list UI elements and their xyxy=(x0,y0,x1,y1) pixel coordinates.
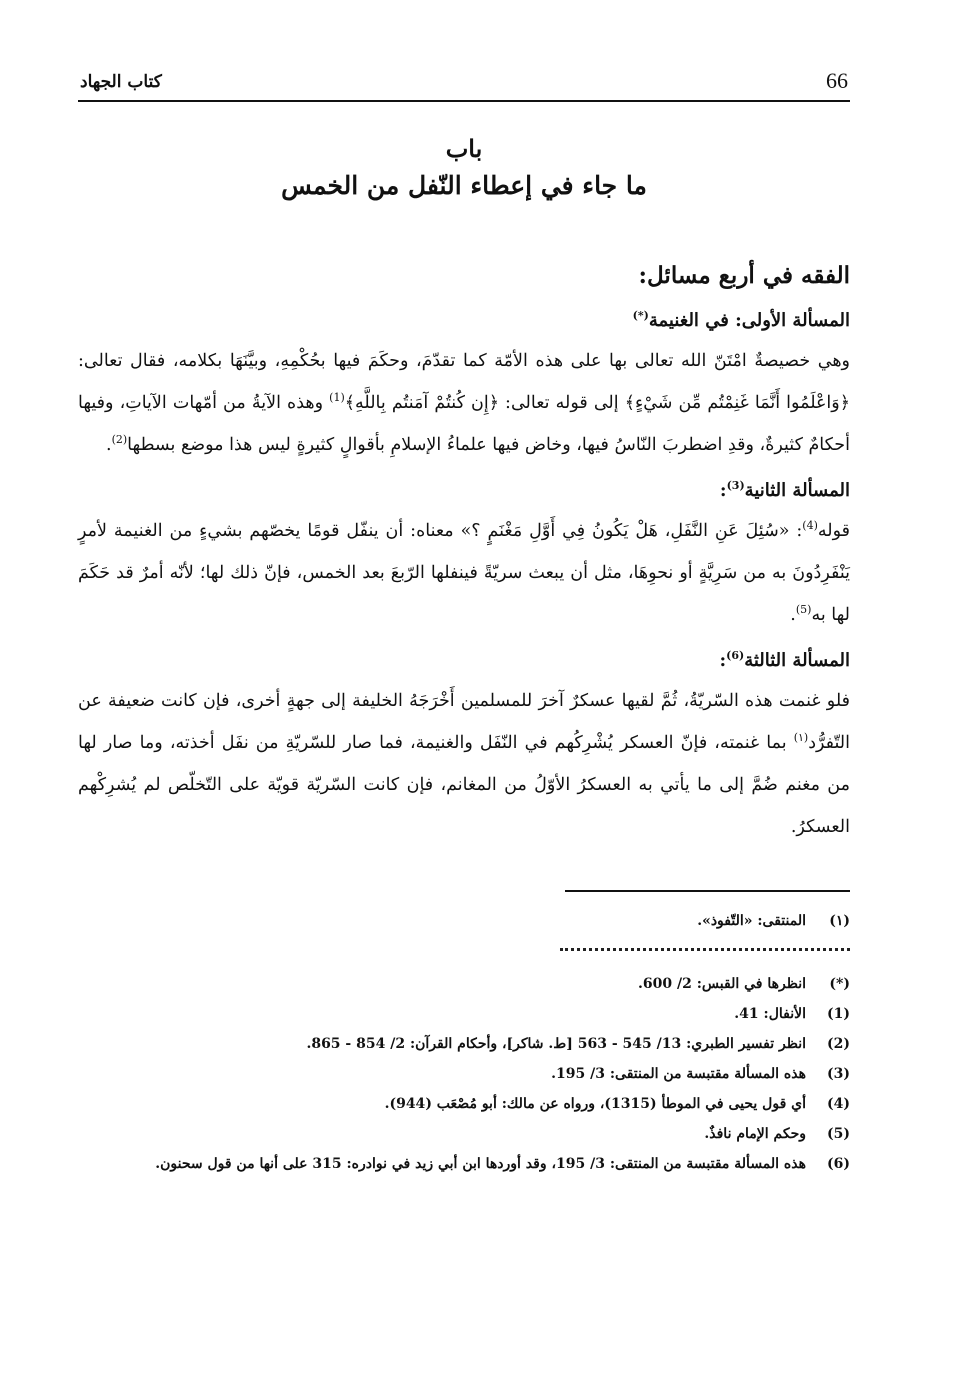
footnote-text: الأنفال: 41. xyxy=(734,1006,806,1022)
footnote-text: وحكم الإمام نافذٌ. xyxy=(704,1126,806,1142)
footnotes-list xyxy=(78,969,850,1179)
footnote-text: هذه المسألة مقتبسة من المنتقى: 3/ 195. xyxy=(551,1066,806,1082)
footnote-item xyxy=(78,1029,850,1059)
issue-3-heading xyxy=(78,642,850,680)
running-header xyxy=(78,66,850,102)
issue-2-paragraph xyxy=(78,510,850,636)
footnote-number: (3) xyxy=(827,1066,850,1082)
issue-3-footnote-marker: (6) xyxy=(726,649,745,662)
footnote-number: (١) xyxy=(829,913,850,929)
footnote-number: (*) xyxy=(829,976,850,992)
page-number: 66 xyxy=(826,68,848,93)
footnote-ref-4: (4) xyxy=(802,519,818,533)
footnote-text: المنتقى: «التّفوذ». xyxy=(697,913,806,929)
editor-footnote-ref-1: (١) xyxy=(793,731,809,745)
book-title: كتاب الجهاد xyxy=(80,72,162,92)
issue-1-text-2: وهذه الآيةُ من أمّهات الآياتِ، وفيها أحكامٌ كثيرةٌ، وقدِ اضطربَ النّاسُ فيها، وخاض فيها علماءُ الإسلامِ بأقوالٍ كثيرةٍ ليس هذا موضع بسطها xyxy=(78,393,850,455)
issue-2-text-1: قوله xyxy=(817,521,850,541)
issue-2-heading-text: المسألة الثانية xyxy=(744,480,850,501)
footnote-ref-1: (1) xyxy=(329,391,345,405)
footnote-text: انظر تفسير الطبري: 13/ 545 - 563 [ط. شاكر]، وأحكام القرآن: 2/ 854 - 865. xyxy=(306,1036,806,1052)
issue-2-text-2: : «سُئِلَ عَنِ النَّفَلِ، هَلْ يَكُونُ فِي أَوَّلِ مَغْنَمٍ ؟» معناه: أن ينفّل قومًا يخصّهم بشيءٍ من الغنيمة لأمرٍ يَنْفَرِدُونَ به من سَرِيَّةٍ أو نحوِهَا، مثل أن يبعث سريّةً فينفلها الرّبعَ بعد الخمس، فإنّ ذلك لها؛ لأنّه أمرٌ قد حَكَمَ لها به xyxy=(78,521,850,625)
issue-1-text-3: . xyxy=(106,435,112,455)
footnotes-section xyxy=(78,890,850,1179)
footnote-item xyxy=(78,1149,850,1179)
footnote-ref-2: (2) xyxy=(111,433,128,447)
footnote-number: (5) xyxy=(827,1126,850,1142)
issue-2-footnote-marker: (3) xyxy=(726,479,745,492)
issue-1-heading-text: المسألة الأولى: في الغنيمة xyxy=(648,310,850,331)
book-page xyxy=(78,66,850,1378)
issue-2-heading-colon: : xyxy=(719,480,727,501)
footnote-dotted-separator xyxy=(560,948,850,951)
issue-1-footnote-marker: (*) xyxy=(632,309,649,322)
footnote-number: (2) xyxy=(827,1036,850,1052)
footnote-number: (4) xyxy=(827,1096,850,1112)
issue-3-paragraph xyxy=(78,680,850,848)
footnote-text: أي قول يحيى في الموطأ (1315)، ورواه عن مالك: أبو مُصْعَب (944). xyxy=(384,1096,806,1112)
issue-3-heading-text: المسألة الثالثة xyxy=(744,650,850,671)
issue-1-text-1: وهي خصيصةٌ امْتَنّ الله تعالى بها على هذه الأمّة كما تقدّمَ، وحكَمَ فيها بحُكْمِهِ، وبيَّنَهَا بكلامه، فقال تعالى: ﴿وَاعْلَمُوا أَنَّمَا غَنِمْتُم مِّن شَيْءٍ﴾ إلى قوله تعالى: ﴿إِن كُنتُمْ آمَنتُم بِاللَّهِ﴾ xyxy=(78,351,850,413)
issue-1-paragraph xyxy=(78,340,850,466)
footnote-item xyxy=(78,1059,850,1089)
footnote-item xyxy=(78,999,850,1029)
issue-2-text-3: . xyxy=(790,605,796,625)
footnote-separator-rule xyxy=(565,890,850,892)
footnote-number: (1) xyxy=(827,1006,850,1022)
editor-footnote xyxy=(78,906,850,936)
chapter-label: باب xyxy=(445,134,483,163)
issue-3-text-2: بما غنمته، فإنّ العسكر يُشْرِكُهم في النّفَل والغنيمة، فما صار للسّريّةِ من نفَل أخذته، وما صار لها من مغنم ضُمَّ إلى ما يأتي به العسكرُ الأوّلُ من المغانم، فإن كانت السّريّة قويّة على التّخلّص لم يُشرِكْهم العسكرُ. xyxy=(78,733,850,837)
footnote-text: هذه المسألة مقتبسة من المنتقى: 3/ 195، وقد أوردها ابن أبي زيد في نوادره: 315 على أنها من قول سحنون. xyxy=(155,1156,806,1172)
issue-2-heading xyxy=(78,472,850,510)
issue-3-heading-colon: : xyxy=(719,650,727,671)
footnote-number: (6) xyxy=(827,1156,850,1172)
editor-footnotes-list xyxy=(78,906,850,936)
footnote-text: انظرها في القبس: 2/ 600. xyxy=(638,976,806,992)
footnote-ref-5: (5) xyxy=(795,603,812,617)
chapter-title: ما جاء في إعطاء النّفل من الخمس xyxy=(281,171,647,200)
section-heading: الفقه في أربع مسائل: xyxy=(638,262,850,289)
issue-3-text-1: فلو غنمت هذه السّريّةُ، ثُمَّ لقيها عسكرٌ آخرَ للمسلمين أَخْرَجَهُ الخليفة إلى جهةٍ أخرى، فإن كانت ضعيفة عن التّفرُّد xyxy=(78,691,850,753)
footnote-item xyxy=(78,1089,850,1119)
footnote-item xyxy=(78,1119,850,1149)
footnote-item xyxy=(78,969,850,999)
issue-1-heading xyxy=(78,302,850,340)
